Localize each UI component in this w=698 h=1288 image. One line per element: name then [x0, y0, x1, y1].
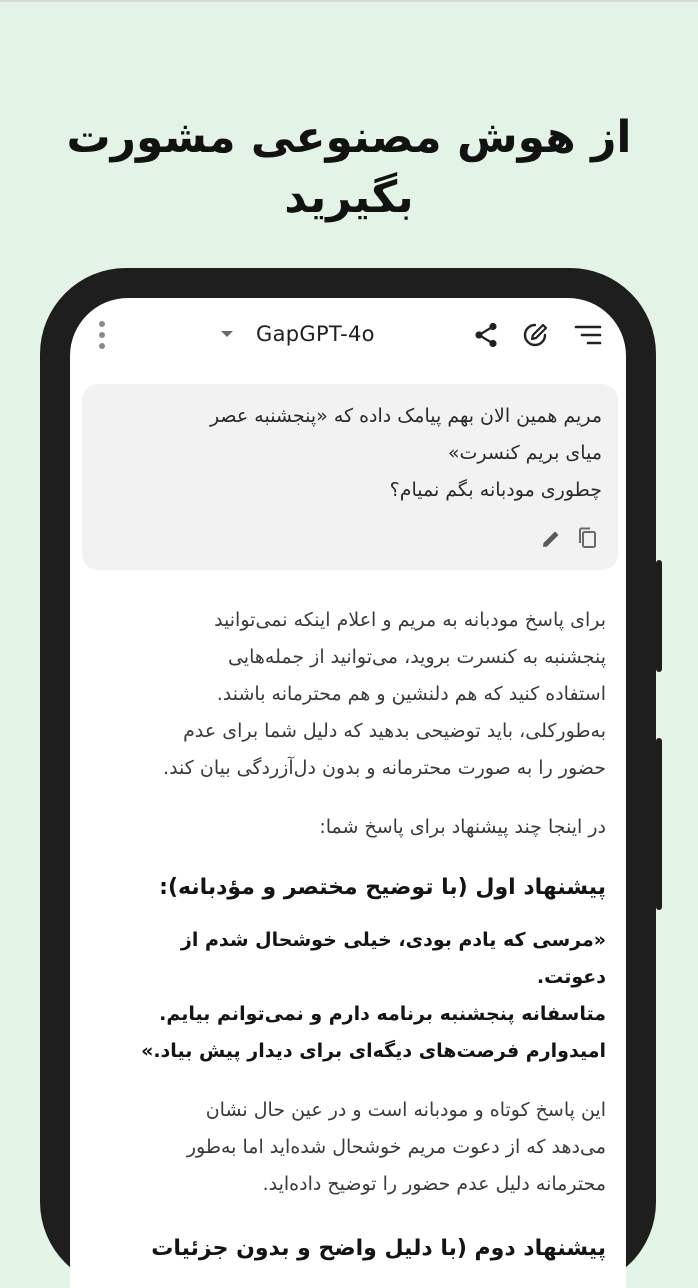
- model-name: GapGPT-4o: [256, 322, 375, 346]
- model-selector[interactable]: [220, 318, 375, 350]
- phone-screen: [70, 298, 626, 1288]
- share-icon[interactable]: [474, 322, 498, 348]
- suggestion-1-quote: [110, 922, 606, 1070]
- app-bar: [70, 298, 626, 378]
- phone-side-button-volume: [656, 560, 662, 672]
- user-message-line: مریم همین الان بهم پیامک داده که «پنجشنبه عصر: [209, 405, 602, 427]
- new-chat-icon[interactable]: [522, 322, 548, 348]
- suggestion-1-title: پیشنهاد اول (با توضیح مختصر و مؤدبانه):: [159, 875, 606, 900]
- response-intro-line: برای پاسخ مودبانه به مریم و اعلام اینکه نمی‌توانید: [214, 609, 606, 631]
- note-line: محترمانه دلیل عدم حضور را توضیح داده‌اید.: [262, 1173, 606, 1195]
- response-intro-line: استفاده کنید که هم دلنشین و هم محترمانه باشند.: [216, 683, 606, 705]
- response-intro-line: به‌طورکلی، باید توضیحی بدهید که دلیل شما برای عدم: [183, 720, 606, 742]
- note-line: این پاسخ کوتاه و مودبانه است و در عین حال نشان: [205, 1099, 606, 1121]
- user-message-line: چطوری مودبانه بگم نمیام؟: [389, 479, 602, 501]
- user-message-bubble: [82, 384, 618, 570]
- more-vert-icon[interactable]: [98, 320, 106, 350]
- response-intro-line: پنجشنبه به کنسرت بروید، می‌توانید از جمله‌هایی: [227, 646, 606, 668]
- user-message-text: [102, 398, 602, 509]
- quote-line: امیدوارم فرصت‌های دیگه‌ای برای دیدار پیش بیاد.»: [141, 1040, 606, 1062]
- copy-icon[interactable]: [576, 526, 598, 550]
- promo-headline: از هوش مصنوعی مشورت بگیرید: [66, 112, 632, 223]
- suggestion-1-note: [110, 1092, 606, 1203]
- assistant-response: [110, 602, 606, 1271]
- note-line: می‌دهد که از دعوت مریم خوشحال شده‌اید اما به‌طور: [186, 1136, 606, 1158]
- quote-line: «مرسی که یادم بودی، خیلی خوشحال شدم از دعوتت.: [180, 929, 606, 988]
- menu-icon[interactable]: [574, 324, 602, 346]
- suggestion-2-title: پیشنهاد دوم (با دلیل واضح و بدون جزئیات: [151, 1236, 606, 1261]
- response-intro-line: حضور را به صورت محترمانه و بدون دل‌آزردگی بیان کند.: [163, 757, 606, 779]
- top-divider: [0, 0, 698, 2]
- user-message-line: میای بریم کنسرت»: [447, 442, 602, 464]
- dropdown-arrow-icon: [220, 330, 234, 338]
- edit-icon[interactable]: [540, 528, 562, 550]
- phone-frame: [40, 268, 656, 1288]
- response-lead: در اینجا چند پیشنهاد برای پاسخ شما:: [319, 816, 606, 838]
- quote-line: متاسفانه پنجشنبه برنامه دارم و نمی‌توانم بیایم.: [159, 1003, 606, 1025]
- phone-side-button-power: [656, 738, 662, 910]
